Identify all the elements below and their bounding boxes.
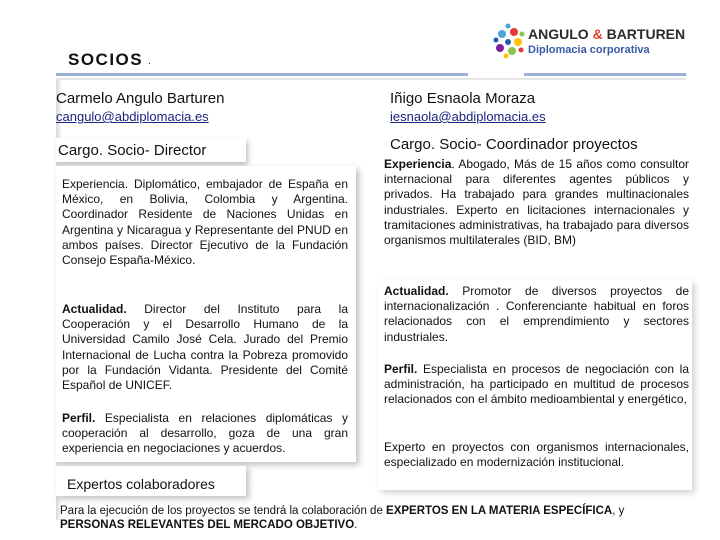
header-rule (56, 73, 686, 76)
right-actualidad: Actualidad. Promotor de diversos proyectos de internacionalización . Conferenciante habitual en foros relacionados con el emprendimiento y sectores industriales. (384, 284, 689, 344)
right-experto: Experto en proyectos con organismos internacionales, especializado en modernización institucional. (384, 440, 689, 470)
right-experiencia: Experiencia. Abogado, Más de 15 años como consultor internacional para diferentes agentes públicos y privados. Ha trabajado para grandes multinacionales industriales. Experto en licitaciones internacionales y tramitaciones administrativas, ha trabajado para diversos organismos multilaterales (BID, BM) (384, 157, 689, 248)
header-rule-gap (468, 72, 524, 77)
right-partner-name: Iñigo Esnaola Moraza (390, 90, 536, 107)
right-cargo: Cargo. Socio- Coordinador proyectos (390, 136, 638, 153)
right-partner-email-link[interactable]: iesnaola@abdiplomacia.es (390, 109, 546, 124)
left-perfil: Perfil. Especialista en relaciones diplomáticas y cooperación al desarrollo, goza de una gran experiencia en negociaciones y acuerdos. (62, 411, 348, 456)
left-experiencia: Experiencia. Diplomático, embajador de España en México, en Bolivia, Colombia y Argentina. Coordinador Residente de Naciones Unidas en Argentina y Nicaragua y Representante del PNUD en ambos países. Director Ejecutivo de la Fundación Consejo España-México. (62, 177, 348, 268)
footer-note: Para la ejecución de los proyectos se tendrá la colaboración de EXPERTOS EN LA MATERIA ESPECÍFICA, y PERSONAS RELEVANTES DEL MERCADO OBJETIVO. (60, 505, 625, 531)
left-actualidad: Actualidad. Director del Instituto para la Cooperación y el Desarrollo Humano de la Universidad Camilo José Cela. Jurado del Premio Internacional de Lucha contra la Pobreza promovido por la Fundación Vidanta. Presidente del Comité Español de UNICEF. (62, 302, 348, 393)
right-perfil: Perfil. Especialista en procesos de negociación con la administración, ha participado en multitud de procesos relacionados con el ámbito medioambiental y energético, (384, 362, 689, 407)
expertos-heading: Expertos colaboradores (67, 476, 215, 492)
left-partner-email-link[interactable]: cangulo@abdiplomacia.es (56, 109, 209, 124)
left-partner-name: Carmelo Angulo Barturen (56, 90, 225, 107)
logo-title: ANGULO & BARTUREN (528, 26, 686, 42)
logo-subtitle: Diplomacia corporativa (528, 44, 650, 56)
logo-globe-icon (488, 20, 528, 60)
title-dot: . (148, 56, 151, 67)
header-rule-shadow (56, 78, 686, 80)
page-title: SOCIOS (68, 50, 144, 69)
left-cargo: Cargo. Socio- Director (58, 142, 207, 159)
